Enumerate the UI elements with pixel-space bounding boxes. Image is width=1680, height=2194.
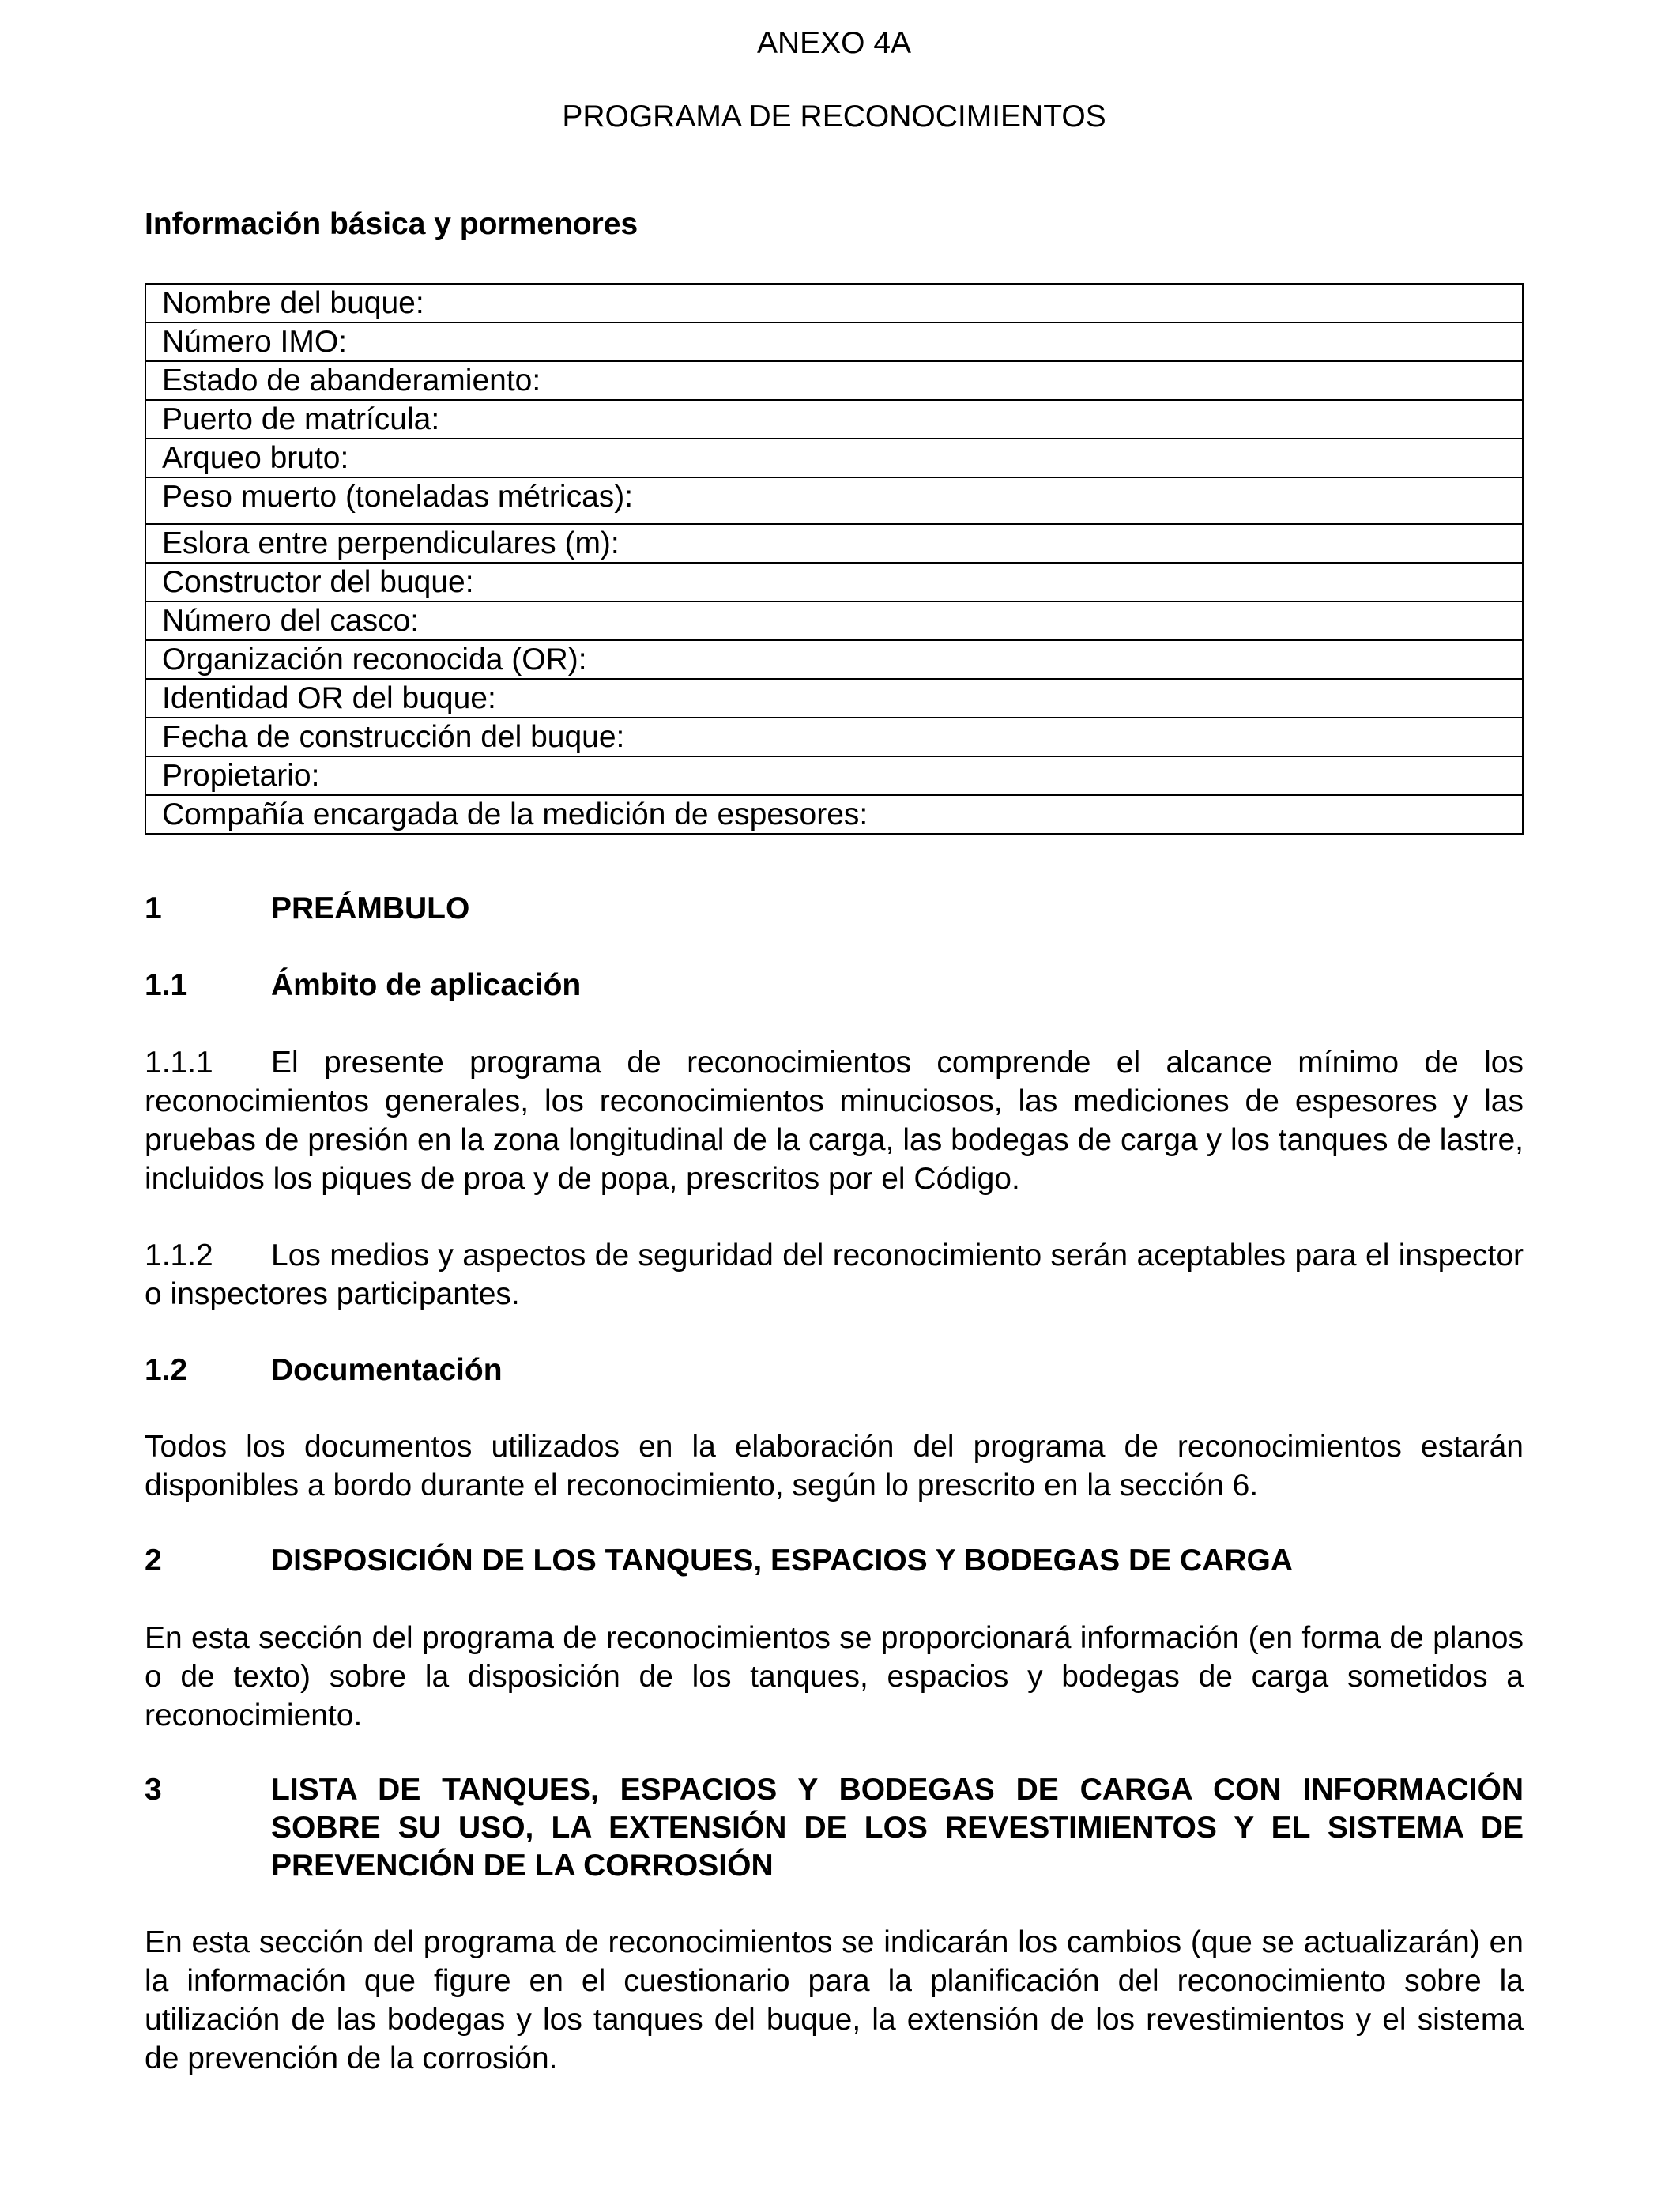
table-row bbox=[145, 640, 1523, 679]
table-cell: Propietario: bbox=[145, 756, 1523, 795]
document-title: PROGRAMA DE RECONOCIMIENTOS bbox=[562, 100, 1106, 134]
basic-info-heading: Información básica y pormenores bbox=[145, 207, 638, 241]
section-1-1-heading bbox=[145, 967, 581, 1005]
section-3-heading bbox=[145, 1771, 1524, 1885]
paragraph-text: El presente programa de reconocimientos comprende el alcance mínimo de los reconocimientos generales, los reconocimientos minuciosos, las mediciones de espesores y las pruebas de presión en la zona longitudinal de la carga, las bodegas de carga y los tanques de lastre, incluidos los piques de proa y de popa, prescritos por el Código. bbox=[145, 1046, 1524, 1196]
table-cell: Compañía encargada de la medición de espesores: bbox=[145, 795, 1523, 834]
section-title: PREÁMBULO bbox=[271, 892, 470, 925]
table-cell: Eslora entre perpendiculares (m): bbox=[145, 524, 1523, 563]
table-row bbox=[145, 563, 1523, 601]
table-row bbox=[145, 795, 1523, 834]
section-title: DISPOSICIÓN DE LOS TANQUES, ESPACIOS Y BODEGAS DE CARGA bbox=[271, 1544, 1293, 1578]
paragraph-number: 1.1.2 bbox=[145, 1238, 213, 1272]
annex-label: ANEXO 4A bbox=[756, 26, 912, 60]
section-title: Documentación bbox=[271, 1353, 503, 1387]
section-1-2-heading bbox=[145, 1351, 503, 1389]
table-row bbox=[145, 284, 1523, 322]
table-row bbox=[145, 400, 1523, 439]
table-cell: Arqueo bruto: bbox=[145, 439, 1523, 477]
table-cell: Peso muerto (toneladas métricas): bbox=[145, 477, 1523, 524]
paragraph-3: En esta sección del programa de reconocimientos se indicarán los cambios (que se actualizarán) en la información que figure en el cuestionario para la planificación del reconocimiento sobre la utilización de las bodegas y los tanques del buque, la extensión de los revestimientos y el sistema de prevención de la corrosión. bbox=[145, 1925, 1524, 2075]
section-number: 1 bbox=[145, 892, 162, 925]
paragraph-1-2: Todos los documentos utilizados en la elaboración del programa de reconocimientos estarán disponibles a bordo durante el reconocimiento, según lo prescrito en la sección 6. bbox=[145, 1430, 1524, 1502]
paragraph-text: Los medios y aspectos de seguridad del reconocimiento serán aceptables para el inspector o inspectores participantes. bbox=[145, 1238, 1524, 1311]
paragraph-1-1-2 bbox=[145, 1236, 1524, 1314]
section-title: Ámbito de aplicación bbox=[271, 968, 582, 1002]
table-cell: Nombre del buque: bbox=[145, 284, 1523, 322]
section-number: 1.2 bbox=[145, 1353, 188, 1387]
basic-info-table bbox=[145, 283, 1524, 835]
table-row bbox=[145, 524, 1523, 563]
paragraph-1-1-1 bbox=[145, 1043, 1524, 1198]
section-1-heading bbox=[145, 890, 469, 928]
table-row bbox=[145, 756, 1523, 795]
table-cell: Fecha de construcción del buque: bbox=[145, 718, 1523, 756]
table-cell: Identidad OR del buque: bbox=[145, 679, 1523, 718]
section-number: 1.1 bbox=[145, 968, 188, 1002]
paragraph-number: 1.1.1 bbox=[145, 1046, 213, 1080]
table-cell: Constructor del buque: bbox=[145, 563, 1523, 601]
table-cell: Estado de abanderamiento: bbox=[145, 361, 1523, 400]
section-2-heading bbox=[145, 1542, 1293, 1580]
table-row bbox=[145, 679, 1523, 718]
table-row bbox=[145, 718, 1523, 756]
table-row bbox=[145, 477, 1523, 524]
table-row bbox=[145, 601, 1523, 640]
table-row bbox=[145, 361, 1523, 400]
section-number: 3 bbox=[145, 1773, 162, 1807]
table-cell: Organización reconocida (OR): bbox=[145, 640, 1523, 679]
table-row bbox=[145, 322, 1523, 361]
table-row bbox=[145, 439, 1523, 477]
table-cell: Puerto de matrícula: bbox=[145, 400, 1523, 439]
section-title: LISTA DE TANQUES, ESPACIOS Y BODEGAS DE CARGA CON INFORMACIÓN SOBRE SU USO, LA EXTENSIÓN DE LOS REVESTIMIENTOS Y EL SISTEMA DE PREVENCIÓN DE LA CORROSIÓN bbox=[271, 1773, 1524, 1883]
table-cell: Número IMO: bbox=[145, 322, 1523, 361]
paragraph-2: En esta sección del programa de reconocimientos se proporcionará información (en forma de planos o de texto) sobre la disposición de los tanques, espacios y bodegas de carga sometidos a reconocimiento. bbox=[145, 1621, 1524, 1732]
section-number: 2 bbox=[145, 1544, 162, 1578]
table-cell: Número del casco: bbox=[145, 601, 1523, 640]
